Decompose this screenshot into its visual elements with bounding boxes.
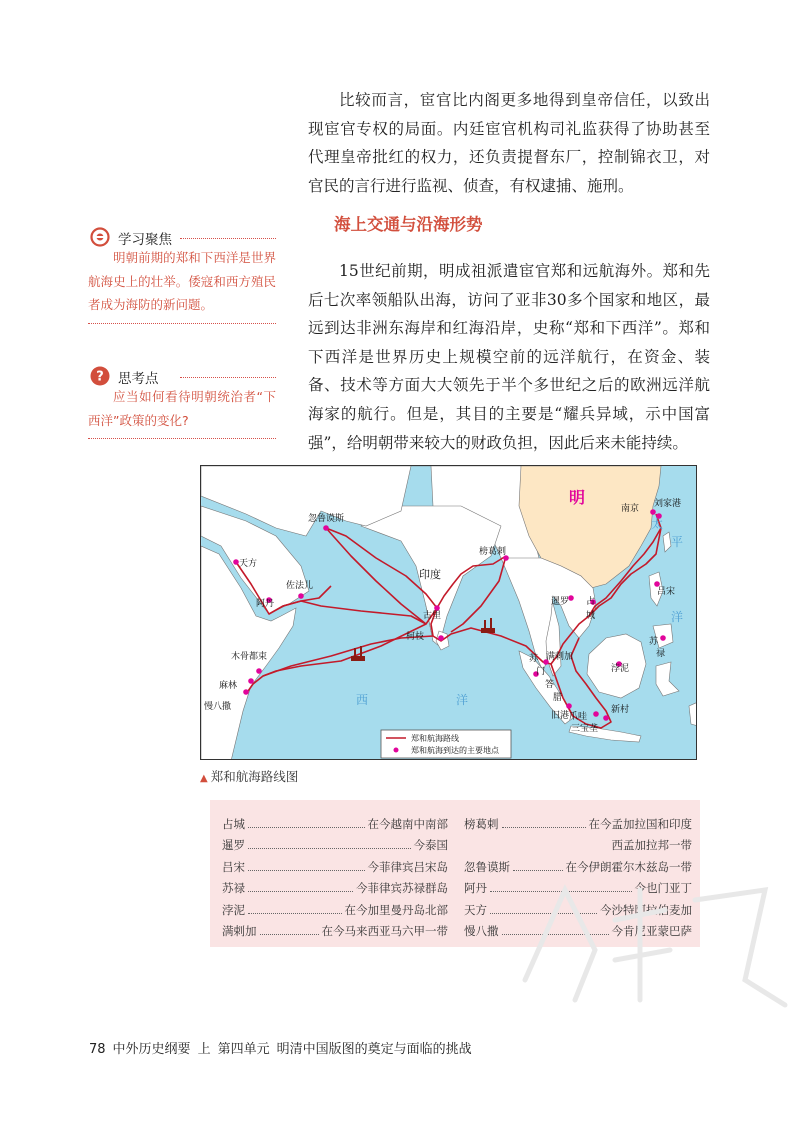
- focus-icon: [90, 227, 110, 247]
- zheng-he-voyage-map: [200, 465, 697, 760]
- ocean-label-west: 西: [356, 693, 369, 707]
- label-sulu-1: 苏: [649, 637, 659, 647]
- glossary-desc: 今泰国: [413, 838, 448, 852]
- glossary-term: 暹罗: [222, 838, 245, 852]
- question-glyph: ?: [96, 369, 104, 385]
- label-luzon: 吕宋: [657, 587, 676, 597]
- label-palembang: 旧港: [551, 711, 570, 721]
- glossary-row-continued: [464, 832, 692, 854]
- glossary-row: [222, 853, 448, 875]
- label-champa-2: 城: [586, 611, 596, 621]
- label-siam: 暹罗: [551, 597, 570, 607]
- map-legend: [381, 730, 511, 758]
- glossary-term: 满剌加: [222, 924, 257, 938]
- label-cochin: 柯枝: [406, 632, 425, 642]
- sidebar-focus-label: 学习聚焦: [118, 232, 172, 248]
- label-sumatra-4: 腊: [553, 693, 563, 703]
- book-title: 中外历史纲要: [112, 1042, 191, 1057]
- volume-label: 上: [197, 1042, 211, 1057]
- label-bengal: 榜葛剌: [479, 547, 507, 557]
- glossary-term: 吕宋: [222, 859, 245, 874]
- glossary-desc: 在今加里曼丹岛北部: [344, 902, 448, 917]
- legend-route-label: 郑和航海路线: [411, 734, 459, 743]
- label-brunei: 浡泥: [611, 664, 630, 674]
- question-icon: [90, 366, 110, 386]
- paragraph-text: 比较而言，宦官比内阁更多地得到皇帝信任，以致出现宦官专权的局面。内廷宦官机构司礼监获得了协助甚至代理皇帝批红的权力，还负责提督东厂，控制锦衣卫，对官民的言行进行监视、侦查，有权逮捕、施刑。: [308, 91, 710, 195]
- label-nanjing: 南京: [621, 504, 640, 514]
- glossary-term: 榜葛剌: [464, 816, 499, 831]
- glossary-box: [210, 800, 700, 947]
- glossary-desc: 今沙特阿拉伯麦加: [600, 902, 692, 917]
- glossary-row: [222, 832, 448, 854]
- glossary-row: [464, 810, 692, 832]
- label-calicut: 古里: [423, 611, 442, 621]
- glossary-desc: 今也门亚丁: [634, 881, 692, 895]
- glossary-desc: 在今孟加拉国和印度: [588, 816, 692, 831]
- glossary-row: [222, 896, 448, 918]
- glossary-desc: 在今越南中南部: [367, 816, 448, 831]
- glossary-term: 浡泥: [222, 902, 245, 917]
- label-sulu-2: 禄: [656, 649, 666, 659]
- label-tianfang: 天方: [239, 559, 258, 569]
- glossary-row: [464, 896, 692, 918]
- glossary-row: [464, 918, 692, 940]
- ocean-label-ping: 平: [671, 535, 684, 549]
- section-heading: 海上交通与沿海形势: [334, 215, 483, 234]
- label-mombasa: 慢八撒: [204, 702, 232, 712]
- sidebar-think-label: 思考点: [118, 371, 159, 387]
- page-footer: [89, 1038, 479, 1057]
- glossary-term: 苏禄: [222, 881, 245, 895]
- legend-points-label: 郑和航海到达的主要地点: [411, 746, 499, 755]
- label-sumatra-2: 门: [536, 667, 546, 677]
- glossary-row: [464, 853, 692, 875]
- label-malacca: 满剌加: [546, 652, 574, 662]
- label-sumatra-3: 答: [545, 680, 555, 690]
- glossary-desc: 今肯尼亚蒙巴萨: [611, 924, 692, 938]
- label-semarang: 三宝垄: [571, 724, 599, 734]
- body-paragraph-1: [308, 86, 710, 200]
- glossary-row: [222, 875, 448, 897]
- triangle-icon: ▲: [200, 773, 208, 784]
- map-caption: [200, 767, 298, 785]
- glossary-row: [222, 918, 448, 940]
- unit-label: 第四单元: [217, 1042, 270, 1057]
- label-malindi: 麻林: [219, 681, 238, 691]
- label-java: 爪哇: [569, 712, 588, 722]
- ocean-label-yang: 洋: [671, 610, 684, 624]
- page-number: 78: [89, 1042, 106, 1057]
- label-liujiagang: 刘家港: [654, 499, 682, 509]
- glossary-term: 天方: [464, 902, 487, 917]
- glossary-term: 忽鲁谟斯: [464, 859, 510, 874]
- sidebar-think-text: 应当如何看待明朝统治者“下西洋”政策的变化?: [88, 385, 276, 439]
- legend-point-swatch: [394, 748, 399, 753]
- glossary-term: 占城: [222, 816, 245, 831]
- glossary-term: 阿丹: [464, 881, 487, 895]
- glossary-right-column: [464, 810, 692, 939]
- sidebar-focus-text: 明朝前期的郑和下西洋是世界航海史上的壮举。倭寇和西方殖民者成为海防的新问题。: [88, 246, 276, 324]
- label-dhofar: 佐法儿: [286, 581, 314, 591]
- label-tuban: 新村: [611, 705, 630, 715]
- body-paragraph-2: 15世纪前期，明成祖派遣宦官郑和远航海外。郑和先后七次率领船队出海，访问了亚非30多个国家和地区，最远到达非洲东海岸和红海沿岸，史称“郑和下西洋”。郑和下西洋是世界历史上规模空前的远洋航行，在资金、装备、技术等方面大大领先于半个多世纪之后的欧洲远洋航海家的航行。但是，其目的主要是“耀兵异域，示中国富强”，给明朝带来较大的财政负担，因此后来未能持续。: [308, 262, 710, 452]
- unit-title: 明清中国版图的奠定与面临的挑战: [276, 1042, 472, 1057]
- glossary-row: [464, 875, 692, 897]
- glossary-desc: 今菲律宾苏禄群岛: [356, 881, 448, 895]
- divider: [180, 238, 276, 239]
- label-champa-1: 占: [586, 597, 596, 607]
- glossary-desc: 在今伊朗霍尔木兹岛一带: [565, 859, 692, 874]
- glossary-desc: 在今马来西亚马六甲一带: [321, 924, 448, 938]
- glossary-term: 慢八撒: [464, 924, 499, 938]
- glossary-row: [222, 810, 448, 832]
- label-ming: 明: [569, 488, 586, 507]
- glossary-desc: 今菲律宾吕宋岛: [367, 859, 448, 874]
- divider: [180, 377, 276, 378]
- label-aden: 阿丹: [256, 599, 275, 609]
- label-india: 印度: [419, 568, 441, 581]
- label-sumatra-1: 苏: [529, 654, 539, 664]
- glossary-left-column: [222, 810, 448, 939]
- map-svg: [201, 466, 697, 760]
- map-caption-text: 郑和航海路线图: [210, 769, 299, 784]
- ocean-label-tai: 太: [651, 517, 664, 531]
- label-mogadishu: 木骨都束: [231, 652, 268, 662]
- glossary-desc-continued: 西孟加拉邦一带: [611, 838, 692, 852]
- ocean-label-ocean: 洋: [456, 693, 469, 707]
- label-hormuz: 忽鲁谟斯: [308, 514, 345, 524]
